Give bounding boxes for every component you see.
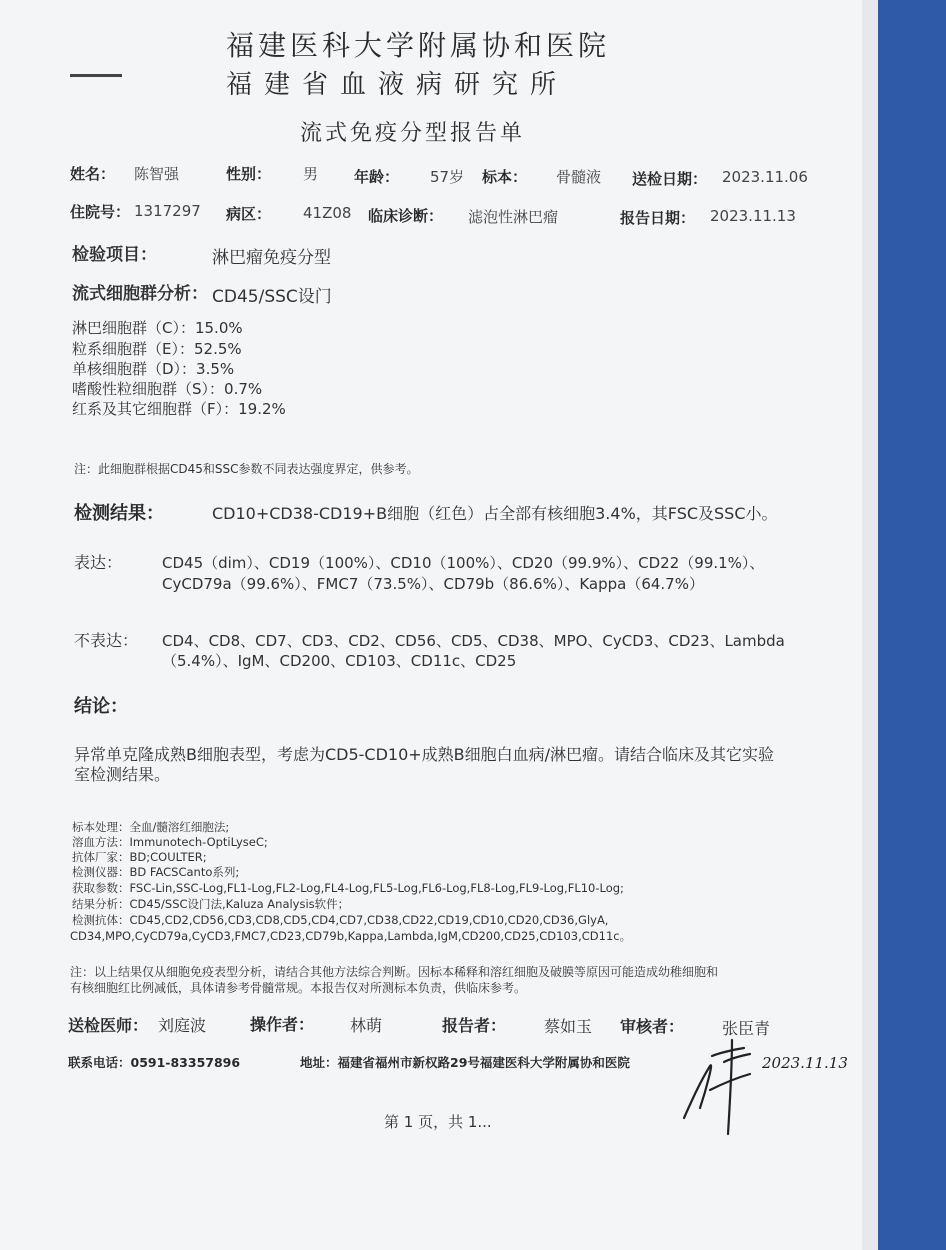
submit-date: 2023.11.06 [722,168,808,186]
population-c: 淋巴细胞群（C）：15.0% [72,319,243,337]
disclaimer-line1: 注：以上结果仅从细胞免疫表型分析，请结合其他方法综合判断。因标本稀释和溶红细胞及破膜等原因可能造成幼稚细胞和 [70,965,719,979]
header-dash [70,74,122,77]
patient-sex: 男 [303,165,319,183]
name-label: 姓名： [70,165,116,183]
ward: 41Z08 [303,204,352,222]
method-antibodies-2: CD34,MPO,CyCD79a,CyCD3,FMC7,CD23,CD79b,Kappa,Lambda,IgM,CD200,CD25,CD103,CD11c。 [70,929,632,943]
admission-no: 1317297 [134,202,201,220]
conclusion-line2: 室检测结果。 [74,765,171,784]
test-item-label: 检验项目： [72,245,157,265]
sex-label: 性别： [226,165,272,183]
submit-date-label: 送检日期： [632,170,708,188]
population-note: 注：此细胞群根据CD45和SSC参数不同表达强度界定，供参考。 [74,462,419,476]
operator-label: 操作者： [250,1015,315,1034]
institute-name: 福建省血液病研究所 [226,70,569,100]
patient-name: 陈智强 [134,165,180,183]
report-date-label: 报告日期： [620,209,696,227]
reviewer-label: 审核者： [620,1017,685,1036]
method-antibodies-1: 检测抗体：CD45,CD2,CD56,CD3,CD8,CD5,CD4,CD7,CD38,CD22,CD19,CD10,CD20,CD36,GlyA, [72,913,609,927]
specimen: 骨髓液 [556,168,602,186]
method-lysis: 溶血方法：Immunotech-OptiLyseC; [72,835,268,849]
page-number: 第 1 页，共 1... [384,1113,492,1131]
method-vendor: 抗体厂家：BD;COULTER; [72,850,207,864]
result-text: CD10+CD38-CD19+B细胞（红色）占全部有核细胞3.4%，其FSC及SSC小。 [212,504,778,523]
admission-label: 住院号： [70,203,131,221]
paper-edge [862,0,878,1250]
method-instrument: 检测仪器：BD FACSCanto系列; [72,865,240,879]
reviewer-name: 张臣青 [722,1019,771,1038]
method-analysis: 结果分析：CD45/SSC设门法,Kaluza Analysis软件； [72,897,350,911]
reporter-name: 蔡如玉 [544,1017,593,1036]
report-date: 2023.11.13 [710,207,796,225]
handwritten-date: 2023.11.13 [762,1054,848,1072]
specimen-label: 标本： [482,168,528,186]
doctor-label: 送检医师： [68,1016,149,1035]
analysis-label: 流式细胞群分析： [72,284,208,304]
method-processing: 标本处理：全血/髓溶红细胞法; [72,820,230,834]
patient-age: 57岁 [430,168,465,186]
method-params: 获取参数：FSC-Lin,SSC-Log,FL1-Log,FL2-Log,FL4-Log,FL5-Log,FL6-Log,FL8-Log,FL9-Log,FL10-Log; [72,881,624,895]
hospital-name: 福建医科大学附属协和医院 [226,29,611,62]
diagnosis-label: 临床诊断： [368,207,444,225]
ward-label: 病区： [226,205,272,223]
population-d: 单核细胞群（D）：3.5% [72,360,235,378]
expressed-label: 表达： [74,553,123,572]
operator-name: 林萌 [350,1016,383,1035]
not-expressed-line1: CD4、CD8、CD7、CD3、CD2、CD56、CD5、CD38、MPO、CyCD3、CD23、Lambda [162,632,785,650]
conclusion-label: 结论： [74,696,128,717]
disclaimer-line2: 有核细胞红比例减低，具体请参考骨髓常规。本报告仅对所测标本负责，供临床参考。 [70,981,527,995]
age-label: 年龄： [354,168,400,186]
test-item: 淋巴瘤免疫分型 [212,248,331,268]
doctor-name: 刘庭波 [158,1016,207,1035]
conclusion-line1: 异常单克隆成熟B细胞表型，考虑为CD5-CD10+成熟B细胞白血病/淋巴瘤。请结合临床及其它实验 [74,745,775,764]
expressed-line1: CD45（dim）、CD19（100%）、CD10（100%）、CD20（99.9%）、CD22（99.1%）、 [162,554,765,572]
population-f: 红系及其它细胞群（F）：19.2% [72,400,286,418]
diagnosis: 滤泡性淋巴瘤 [468,208,559,226]
expressed-line2: CyCD79a（99.6%）、FMC7（73.5%）、CD79b（86.6%）、Kappa（64.7%） [162,575,704,593]
footer-address: 地址：福建省福州市新权路29号福建医科大学附属协和医院 [300,1055,630,1070]
not-expressed-label: 不表达： [74,631,139,650]
reporter-label: 报告者： [442,1016,507,1035]
population-e: 粒系细胞群（E）：52.5% [72,340,242,358]
analysis-value: CD45/SSC设门 [212,287,332,307]
report-title: 流式免疫分型报告单 [300,121,526,146]
not-expressed-line2: （5.4%）、IgM、CD200、CD103、CD11c、CD25 [162,652,517,670]
population-s: 嗜酸性粒细胞群（S）：0.7% [72,380,263,398]
footer-phone: 联系电话：0591-83357896 [68,1055,241,1070]
result-label: 检测结果： [74,503,164,524]
handwritten-signature [670,1030,860,1140]
